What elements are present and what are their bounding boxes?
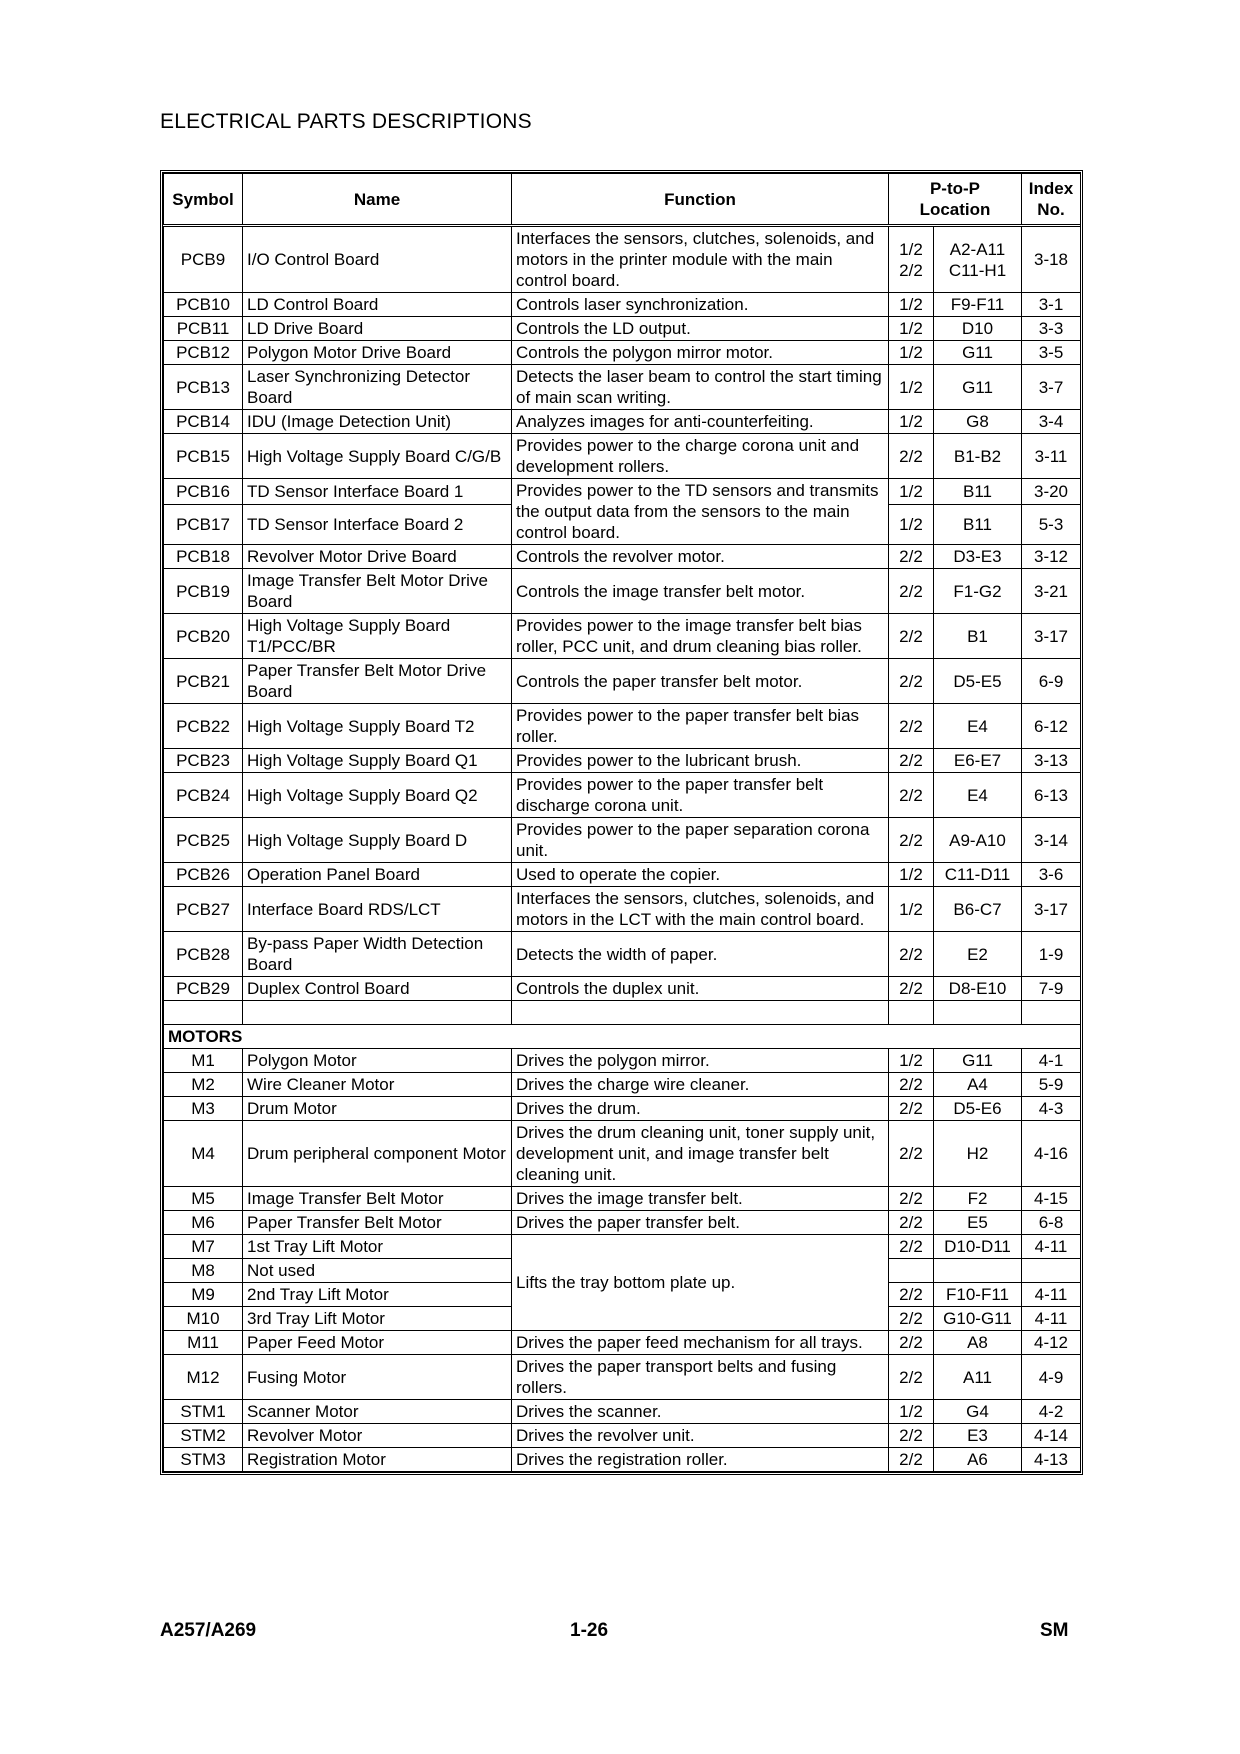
cell-location: F10-F11: [934, 1283, 1022, 1307]
cell-symbol: M4: [164, 1121, 243, 1187]
table-row: [164, 659, 1081, 704]
cell-name: Image Transfer Belt Motor Drive Board: [243, 569, 512, 614]
header-symbol: Symbol: [164, 174, 243, 226]
cell-location: D3-E3: [934, 545, 1022, 569]
cell-index: 1-9: [1022, 932, 1081, 977]
cell-location: B6-C7: [934, 887, 1022, 932]
cell-location: F9-F11: [934, 293, 1022, 317]
cell-function: Drives the paper transfer belt.: [512, 1211, 889, 1235]
table-row: [164, 365, 1081, 410]
table-row: [164, 293, 1081, 317]
table-row: [164, 1331, 1081, 1355]
cell-name: Polygon Motor Drive Board: [243, 341, 512, 365]
cell-location: [934, 1259, 1022, 1283]
table-row: [164, 863, 1081, 887]
cell-function: Detects the laser beam to control the start timing of main scan writing.: [512, 365, 889, 410]
cell-page: 1/2: [889, 1400, 934, 1424]
table-row: [164, 1049, 1081, 1073]
table-row: [164, 569, 1081, 614]
cell-page: 2/2: [889, 1307, 934, 1331]
cell-function: Drives the charge wire cleaner.: [512, 1073, 889, 1097]
cell-location: E5: [934, 1211, 1022, 1235]
page-title: ELECTRICAL PARTS DESCRIPTIONS: [160, 110, 532, 133]
cell-name: High Voltage Supply Board T2: [243, 704, 512, 749]
cell-page: 2/2: [889, 1355, 934, 1400]
cell-symbol: PCB15: [164, 434, 243, 479]
cell-function: Controls laser synchronization.: [512, 293, 889, 317]
table-row: [164, 410, 1081, 434]
cell-index: 6-13: [1022, 773, 1081, 818]
cell-index: 7-9: [1022, 977, 1081, 1001]
cell-symbol: STM1: [164, 1400, 243, 1424]
cell-location: E4: [934, 773, 1022, 818]
cell-symbol: M10: [164, 1307, 243, 1331]
table-row: [164, 887, 1081, 932]
cell-location: B11: [934, 505, 1022, 545]
cell-location: E2: [934, 932, 1022, 977]
table-row: [164, 1073, 1081, 1097]
cell-function: Drives the registration roller.: [512, 1448, 889, 1472]
cell-page: 2/2: [889, 1073, 934, 1097]
cell-location: G11: [934, 365, 1022, 410]
cell-location: G10-G11: [934, 1307, 1022, 1331]
cell-index: 3-1: [1022, 293, 1081, 317]
cell-function: Provides power to the TD sensors and transmits the output data from the sensors to the main control board.: [512, 479, 889, 545]
cell-function: Controls the image transfer belt motor.: [512, 569, 889, 614]
cell-index: 5-9: [1022, 1073, 1081, 1097]
table-row: [164, 704, 1081, 749]
table-row: [164, 818, 1081, 863]
cell-location: A4: [934, 1073, 1022, 1097]
cell-function: Drives the image transfer belt.: [512, 1187, 889, 1211]
cell-page: 2/2: [889, 1331, 934, 1355]
cell-page: 2/2: [889, 1187, 934, 1211]
cell-symbol: PCB17: [164, 505, 243, 545]
cell-name: Operation Panel Board: [243, 863, 512, 887]
cell-index: 3-13: [1022, 749, 1081, 773]
cell-location: D10-D11: [934, 1235, 1022, 1259]
cell-page: 2/2: [889, 1424, 934, 1448]
cell-page: 2/2: [889, 545, 934, 569]
cell-page: 1/2: [889, 887, 934, 932]
cell-location: C11-D11: [934, 863, 1022, 887]
cell-index: 4-11: [1022, 1283, 1081, 1307]
cell-name: Paper Feed Motor: [243, 1331, 512, 1355]
cell-index: 4-3: [1022, 1097, 1081, 1121]
table-row: [164, 1235, 1081, 1259]
cell-page: 1/2: [889, 365, 934, 410]
cell-location: A8: [934, 1331, 1022, 1355]
cell-name: I/O Control Board: [243, 226, 512, 293]
cell-symbol: M2: [164, 1073, 243, 1097]
header-function: Function: [512, 174, 889, 226]
cell-name: Paper Transfer Belt Motor: [243, 1211, 512, 1235]
table-row: [164, 479, 1081, 505]
cell-index: 5-3: [1022, 505, 1081, 545]
cell-location: G8: [934, 410, 1022, 434]
cell-index: 6-9: [1022, 659, 1081, 704]
table-row: [164, 749, 1081, 773]
cell-symbol: PCB20: [164, 614, 243, 659]
header-name: Name: [243, 174, 512, 226]
cell-index: 3-17: [1022, 887, 1081, 932]
table-row: [164, 545, 1081, 569]
cell-page: 2/2: [889, 704, 934, 749]
cell-index: 3-5: [1022, 341, 1081, 365]
table-row: [164, 1424, 1081, 1448]
cell-index: 4-13: [1022, 1448, 1081, 1472]
table-header-row: [164, 174, 1081, 226]
cell-index: 3-7: [1022, 365, 1081, 410]
cell-index: 6-8: [1022, 1211, 1081, 1235]
cell-page: 1/2 2/2: [889, 226, 934, 293]
cell-function: Analyzes images for anti-counterfeiting.: [512, 410, 889, 434]
cell-name: High Voltage Supply Board C/G/B: [243, 434, 512, 479]
cell-symbol: M7: [164, 1235, 243, 1259]
cell-symbol: PCB16: [164, 479, 243, 505]
table-row: [164, 434, 1081, 479]
cell-page: 2/2: [889, 614, 934, 659]
cell-index: 4-2: [1022, 1400, 1081, 1424]
cell-location: F2: [934, 1187, 1022, 1211]
cell-name: Polygon Motor: [243, 1049, 512, 1073]
header-location: P-to-P Location: [889, 174, 1022, 226]
table-row: [164, 1400, 1081, 1424]
electrical-parts-table: [163, 173, 1081, 1472]
cell-function: Drives the paper transport belts and fusing rollers.: [512, 1355, 889, 1400]
cell-function: Drives the paper feed mechanism for all trays.: [512, 1331, 889, 1355]
cell-index: 4-11: [1022, 1307, 1081, 1331]
table-row: [164, 1355, 1081, 1400]
table-row: [164, 1097, 1081, 1121]
cell-symbol: PCB26: [164, 863, 243, 887]
cell-symbol: M1: [164, 1049, 243, 1073]
cell-index: 3-20: [1022, 479, 1081, 505]
table-row: [164, 1121, 1081, 1187]
cell-location: B11: [934, 479, 1022, 505]
footer-manual-code: SM: [1040, 1620, 1069, 1641]
cell-symbol: PCB13: [164, 365, 243, 410]
cell-symbol: PCB11: [164, 317, 243, 341]
cell-symbol: PCB27: [164, 887, 243, 932]
cell-symbol: PCB10: [164, 293, 243, 317]
cell-function: Drives the drum cleaning unit, toner supply unit, development unit, and image transfer belt cleaning unit.: [512, 1121, 889, 1187]
cell-location: H2: [934, 1121, 1022, 1187]
cell-page: 2/2: [889, 932, 934, 977]
cell-index: 4-12: [1022, 1331, 1081, 1355]
cell-function: Provides power to the charge corona unit and development rollers.: [512, 434, 889, 479]
cell-location: F1-G2: [934, 569, 1022, 614]
cell-page: 1/2: [889, 505, 934, 545]
cell-location: E4: [934, 704, 1022, 749]
cell-index: 4-16: [1022, 1121, 1081, 1187]
cell-name: Paper Transfer Belt Motor Drive Board: [243, 659, 512, 704]
cell-name: Duplex Control Board: [243, 977, 512, 1001]
table-row: [164, 1187, 1081, 1211]
cell-function: Provides power to the paper transfer belt bias roller.: [512, 704, 889, 749]
table-row: [164, 932, 1081, 977]
cell-location: B1-B2: [934, 434, 1022, 479]
cell-symbol: M9: [164, 1283, 243, 1307]
cell-function: Used to operate the copier.: [512, 863, 889, 887]
cell-name: Registration Motor: [243, 1448, 512, 1472]
cell-page: 2/2: [889, 749, 934, 773]
cell-page: 2/2: [889, 1448, 934, 1472]
cell-location: G11: [934, 1049, 1022, 1073]
cell-name: Laser Synchronizing Detector Board: [243, 365, 512, 410]
cell-function: Lifts the tray bottom plate up.: [512, 1235, 889, 1331]
cell-location: A11: [934, 1355, 1022, 1400]
cell-name: Revolver Motor Drive Board: [243, 545, 512, 569]
cell-index: 4-11: [1022, 1235, 1081, 1259]
footer-page-number: 1-26: [570, 1620, 609, 1641]
cell-function: Drives the scanner.: [512, 1400, 889, 1424]
cell-symbol: PCB18: [164, 545, 243, 569]
cell-function: Detects the width of paper.: [512, 932, 889, 977]
cell-index: 3-3: [1022, 317, 1081, 341]
cell-symbol: PCB19: [164, 569, 243, 614]
cell-page: 1/2: [889, 863, 934, 887]
cell-index: 3-4: [1022, 410, 1081, 434]
footer-model-number: A257/A269: [160, 1620, 257, 1641]
cell-symbol: STM3: [164, 1448, 243, 1472]
cell-function: Provides power to the paper separation corona unit.: [512, 818, 889, 863]
cell-page: 1/2: [889, 293, 934, 317]
cell-function: Provides power to the image transfer belt bias roller, PCC unit, and drum cleaning bias roller.: [512, 614, 889, 659]
cell-page: 2/2: [889, 1211, 934, 1235]
cell-function: Controls the paper transfer belt motor.: [512, 659, 889, 704]
cell-function: Provides power to the paper transfer belt discharge corona unit.: [512, 773, 889, 818]
cell-name: TD Sensor Interface Board 1: [243, 479, 512, 505]
cell-location: D10: [934, 317, 1022, 341]
cell-function: Controls the revolver motor.: [512, 545, 889, 569]
cell-index: 3-17: [1022, 614, 1081, 659]
cell-symbol: M6: [164, 1211, 243, 1235]
header-index: Index No.: [1022, 174, 1081, 226]
cell-page: 2/2: [889, 1283, 934, 1307]
cell-name: LD Control Board: [243, 293, 512, 317]
table-row: [164, 614, 1081, 659]
cell-name: Drum Motor: [243, 1097, 512, 1121]
table-row: [164, 773, 1081, 818]
cell-index: 3-11: [1022, 434, 1081, 479]
cell-symbol: PCB24: [164, 773, 243, 818]
cell-function: Drives the drum.: [512, 1097, 889, 1121]
cell-symbol: PCB22: [164, 704, 243, 749]
cell-name: Wire Cleaner Motor: [243, 1073, 512, 1097]
cell-name: 3rd Tray Lift Motor: [243, 1307, 512, 1331]
cell-symbol: M5: [164, 1187, 243, 1211]
section-row-motors: [164, 1025, 1081, 1049]
cell-location: D5-E5: [934, 659, 1022, 704]
cell-symbol: STM2: [164, 1424, 243, 1448]
cell-location: E3: [934, 1424, 1022, 1448]
cell-index: 3-18: [1022, 226, 1081, 293]
cell-name: Not used: [243, 1259, 512, 1283]
cell-name: IDU (Image Detection Unit): [243, 410, 512, 434]
cell-symbol: M12: [164, 1355, 243, 1400]
cell-name: TD Sensor Interface Board 2: [243, 505, 512, 545]
table-row: [164, 226, 1081, 293]
cell-index: 4-1: [1022, 1049, 1081, 1073]
cell-name: Revolver Motor: [243, 1424, 512, 1448]
section-label-motors: MOTORS: [164, 1025, 1081, 1049]
cell-symbol: PCB12: [164, 341, 243, 365]
cell-location: G4: [934, 1400, 1022, 1424]
cell-symbol: PCB25: [164, 818, 243, 863]
cell-page: 2/2: [889, 659, 934, 704]
cell-location: A6: [934, 1448, 1022, 1472]
cell-function: Drives the polygon mirror.: [512, 1049, 889, 1073]
cell-location: G11: [934, 341, 1022, 365]
cell-function: Controls the LD output.: [512, 317, 889, 341]
cell-location: D5-E6: [934, 1097, 1022, 1121]
cell-name: 1st Tray Lift Motor: [243, 1235, 512, 1259]
cell-page: 2/2: [889, 1235, 934, 1259]
cell-page: 1/2: [889, 341, 934, 365]
cell-name: Image Transfer Belt Motor: [243, 1187, 512, 1211]
cell-index: 4-9: [1022, 1355, 1081, 1400]
cell-page: 2/2: [889, 434, 934, 479]
cell-index: 3-12: [1022, 545, 1081, 569]
cell-page: 2/2: [889, 1121, 934, 1187]
cell-symbol: PCB29: [164, 977, 243, 1001]
cell-name: LD Drive Board: [243, 317, 512, 341]
cell-symbol: PCB28: [164, 932, 243, 977]
cell-index: 3-21: [1022, 569, 1081, 614]
cell-function: Controls the duplex unit.: [512, 977, 889, 1001]
cell-page: [889, 1259, 934, 1283]
cell-index: 3-6: [1022, 863, 1081, 887]
cell-name: High Voltage Supply Board Q1: [243, 749, 512, 773]
cell-page: 1/2: [889, 410, 934, 434]
table-row: [164, 317, 1081, 341]
cell-location: A9-A10: [934, 818, 1022, 863]
cell-index: 6-12: [1022, 704, 1081, 749]
cell-page: 2/2: [889, 818, 934, 863]
cell-symbol: M3: [164, 1097, 243, 1121]
cell-location: E6-E7: [934, 749, 1022, 773]
table-blank-row: [164, 1001, 1081, 1025]
cell-function: Provides power to the lubricant brush.: [512, 749, 889, 773]
cell-symbol: PCB14: [164, 410, 243, 434]
cell-page: 1/2: [889, 479, 934, 505]
cell-page: 1/2: [889, 1049, 934, 1073]
cell-location: B1: [934, 614, 1022, 659]
cell-name: Drum peripheral component Motor: [243, 1121, 512, 1187]
cell-name: Interface Board RDS/LCT: [243, 887, 512, 932]
cell-page: 1/2: [889, 317, 934, 341]
cell-name: Fusing Motor: [243, 1355, 512, 1400]
cell-symbol: M11: [164, 1331, 243, 1355]
cell-symbol: M8: [164, 1259, 243, 1283]
cell-index: 3-14: [1022, 818, 1081, 863]
cell-symbol: PCB21: [164, 659, 243, 704]
cell-symbol: PCB23: [164, 749, 243, 773]
table-row: [164, 1211, 1081, 1235]
cell-index: [1022, 1259, 1081, 1283]
cell-name: High Voltage Supply Board Q2: [243, 773, 512, 818]
cell-name: By-pass Paper Width Detection Board: [243, 932, 512, 977]
table-row: [164, 1448, 1081, 1472]
parts-table-frame: [160, 170, 1083, 1475]
cell-page: 2/2: [889, 773, 934, 818]
cell-name: Scanner Motor: [243, 1400, 512, 1424]
cell-page: 2/2: [889, 569, 934, 614]
table-row: [164, 341, 1081, 365]
cell-location: A2-A11 C11-H1: [934, 226, 1022, 293]
cell-symbol: PCB9: [164, 226, 243, 293]
cell-page: 2/2: [889, 1097, 934, 1121]
table-row: [164, 977, 1081, 1001]
cell-index: 4-14: [1022, 1424, 1081, 1448]
cell-function: Interfaces the sensors, clutches, solenoids, and motors in the printer module with the main control board.: [512, 226, 889, 293]
cell-name: 2nd Tray Lift Motor: [243, 1283, 512, 1307]
cell-name: High Voltage Supply Board T1/PCC/BR: [243, 614, 512, 659]
cell-index: 4-15: [1022, 1187, 1081, 1211]
cell-function: Drives the revolver unit.: [512, 1424, 889, 1448]
cell-function: Controls the polygon mirror motor.: [512, 341, 889, 365]
cell-page: 2/2: [889, 977, 934, 1001]
cell-name: High Voltage Supply Board D: [243, 818, 512, 863]
cell-location: D8-E10: [934, 977, 1022, 1001]
cell-function: Interfaces the sensors, clutches, solenoids, and motors in the LCT with the main control board.: [512, 887, 889, 932]
